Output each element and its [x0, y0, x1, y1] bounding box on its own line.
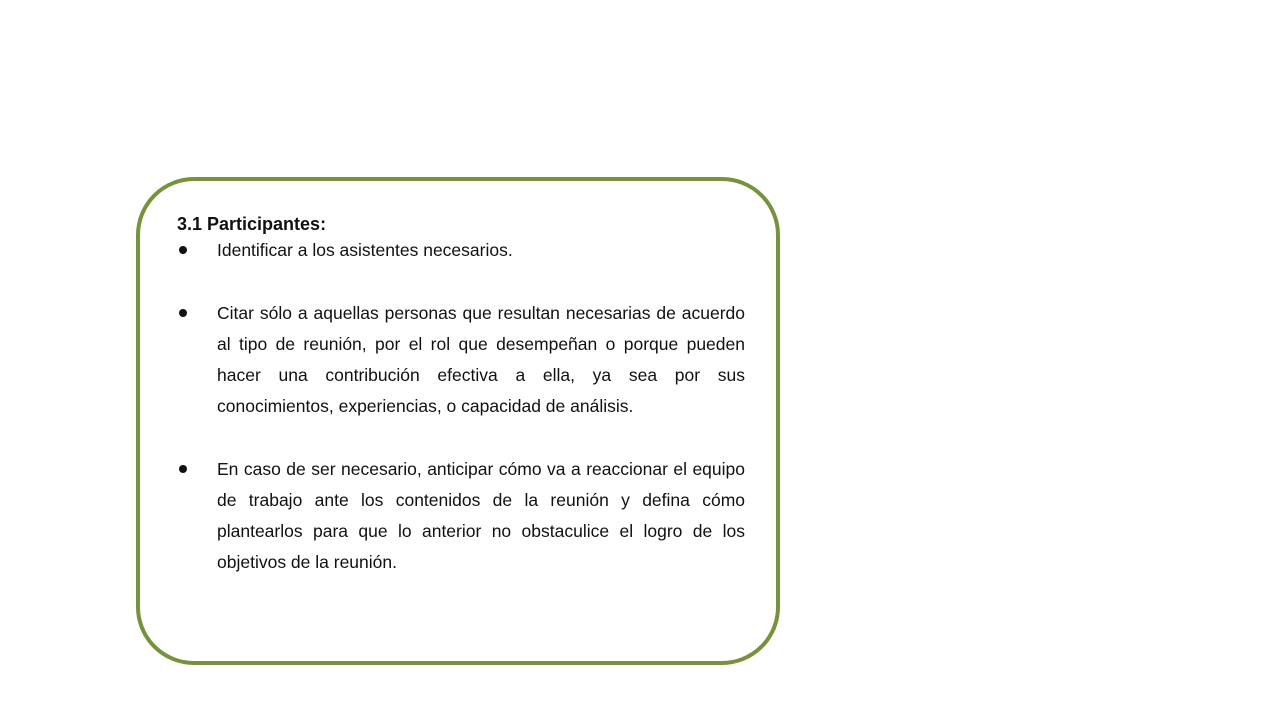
bullet-icon: [179, 246, 187, 254]
list-item: [177, 454, 745, 578]
content-card: [136, 177, 780, 665]
list-item: [177, 298, 745, 422]
list-item-text: En caso de ser necesario, anticipar cómo va a reaccionar el equipo de trabajo ante los contenidos de la reunión y defina cómo plantearlos para que lo anterior no obstaculice el logro de los objetivos de la reunión.: [217, 459, 745, 572]
bullet-icon: [179, 309, 187, 317]
bullet-list: [177, 235, 745, 578]
section-heading: 3.1 Participantes:: [177, 214, 327, 234]
card-content: [177, 213, 745, 578]
bullet-icon: [179, 465, 187, 473]
list-item-text: Citar sólo a aquellas personas que resultan necesarias de acuerdo al tipo de reunión, por el rol que desempeñan o porque pueden hacer una contribución efectiva a ella, ya sea por sus conocimientos, experiencias, o capacidad de análisis.: [217, 303, 745, 416]
list-item: [177, 235, 745, 266]
list-item-text: Identificar a los asistentes necesarios.: [217, 240, 513, 260]
